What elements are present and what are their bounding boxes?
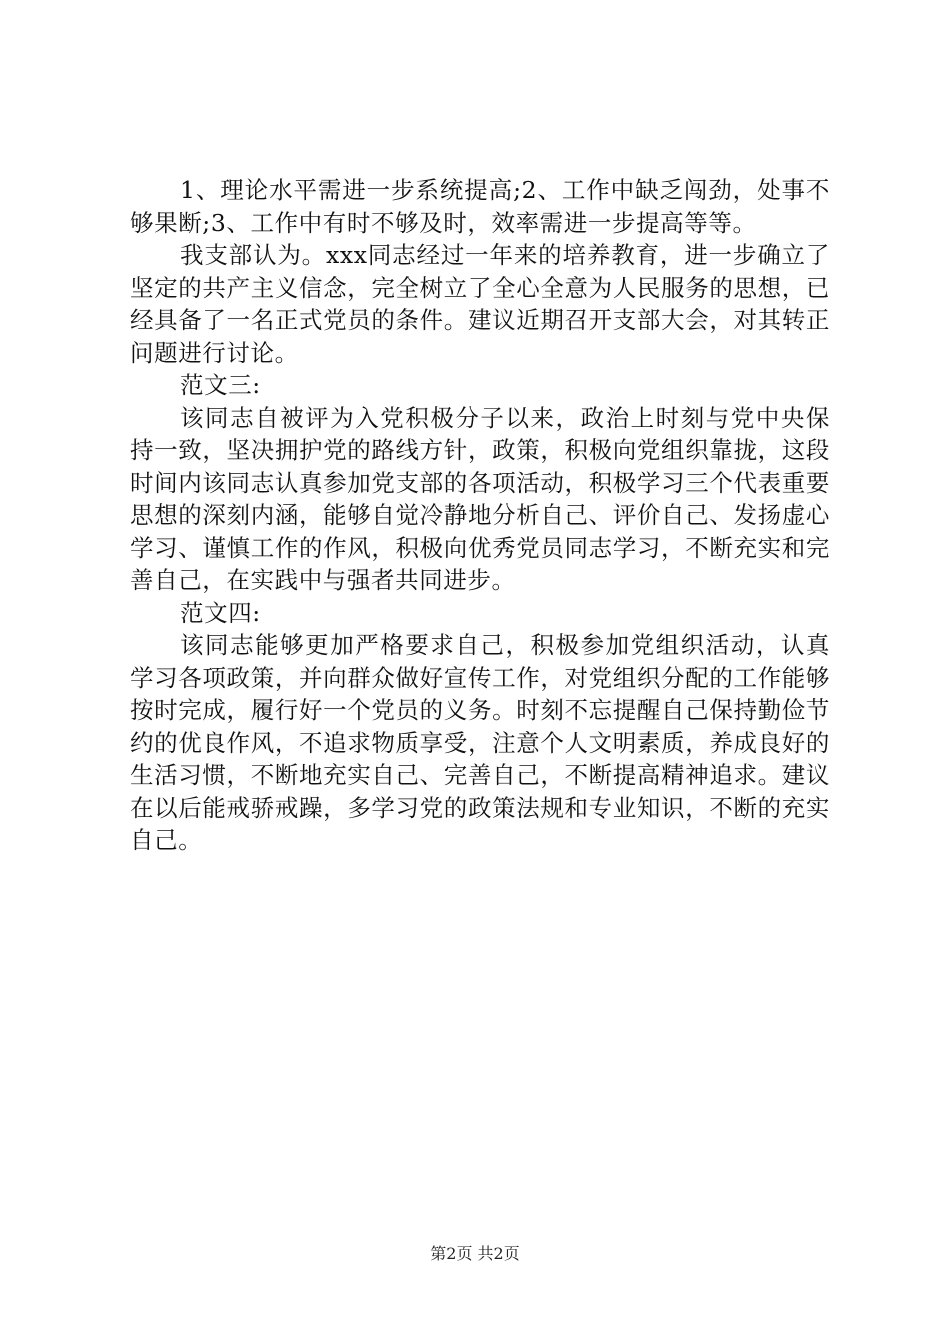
paragraph-shortcomings: 1、理论水平需进一步系统提高;2、工作中缺乏闯劲，处事不够果断;3、工作中有时不够及时，效率需进一步提高等等。: [130, 176, 830, 237]
heading-sample-three: 范文三:: [180, 371, 261, 399]
document-body: [130, 174, 830, 857]
heading-sample-four: 范文四:: [180, 598, 261, 627]
paragraph-branch-opinion: 我支部认为。xxx同志经过一年来的培养教育，进一步确立了坚定的共产主义信念，完全树立了全心全意为人民服务的思想，已经具备了一名正式党员的条件。建议近期召开支部大会，对其转正问题进行讨论。: [130, 241, 830, 367]
paragraph-sample-four: 该同志能够更加严格要求自己，积极参加党组织活动，认真学习各项政策，并向群众做好宣传工作，对党组织分配的工作能够按时完成，履行好一个党员的义务。时刻不忘提醒自己保持勤俭节约的优良作风，不追求物质享受，注意个人文明素质，养成良好的生活习惯，不断地充实自己、完善自己，不断提高精神追求。建议在以后能戒骄戒躁，多学习党的政策法规和专业知识，不断的充实自己。: [130, 631, 830, 854]
paragraph-sample-three: 该同志自被评为入党积极分子以来，政治上时刻与党中央保持一致，坚决拥护党的路线方针，政策，积极向党组织靠拢，这段时间内该同志认真参加党支部的各项活动，积极学习三个代表重要思想的深刻内涵，能够自觉冷静地分析自己、评价自己、发扬虚心学习、谨慎工作的作风，积极向优秀党员同志学习，不断充实和完善自己，在实践中与强者共同进步。: [130, 403, 830, 594]
page-footer: 第2页 共2页: [430, 1244, 520, 1263]
